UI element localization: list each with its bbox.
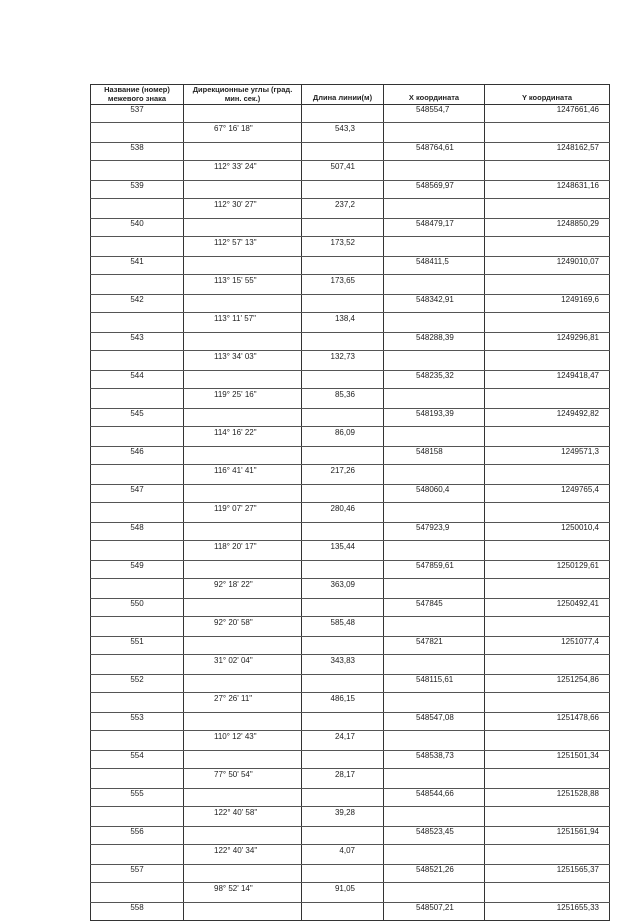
bearing-cell: 110° 12' 43" bbox=[184, 731, 302, 751]
x-coordinate-cell bbox=[384, 465, 485, 485]
length-cell bbox=[302, 599, 384, 617]
marker-name-cell bbox=[91, 199, 184, 219]
table-row bbox=[91, 257, 610, 275]
header-bearing: Дирекционные углы (град. мин. сек.) bbox=[184, 85, 302, 105]
x-coordinate-cell: 548115,61 bbox=[384, 675, 485, 693]
marker-name-cell: 545 bbox=[91, 409, 184, 427]
length-cell bbox=[302, 219, 384, 237]
bearing-cell: 92° 20' 58" bbox=[184, 617, 302, 637]
x-coordinate-cell: 548479,17 bbox=[384, 219, 485, 237]
marker-name-cell bbox=[91, 617, 184, 637]
x-coordinate-cell: 548521,26 bbox=[384, 865, 485, 883]
marker-name-cell: 550 bbox=[91, 599, 184, 617]
table-row bbox=[91, 789, 610, 807]
y-coordinate-cell bbox=[485, 237, 610, 257]
table-row bbox=[91, 485, 610, 503]
marker-name-cell: 544 bbox=[91, 371, 184, 389]
y-coordinate-cell bbox=[485, 199, 610, 219]
table-row bbox=[91, 371, 610, 389]
marker-name-cell bbox=[91, 351, 184, 371]
length-cell: 173,52 bbox=[302, 237, 384, 257]
length-cell: 138,4 bbox=[302, 313, 384, 333]
x-coordinate-cell: 547923,9 bbox=[384, 523, 485, 541]
header-marker-name: Название (номер) межевого знака bbox=[91, 85, 184, 105]
length-cell: 217,26 bbox=[302, 465, 384, 485]
length-cell bbox=[302, 561, 384, 579]
x-coordinate-cell: 548193,39 bbox=[384, 409, 485, 427]
length-cell bbox=[302, 789, 384, 807]
table-row bbox=[91, 143, 610, 161]
bearing-cell bbox=[184, 333, 302, 351]
length-cell bbox=[302, 181, 384, 199]
table-row bbox=[91, 561, 610, 579]
length-cell bbox=[302, 485, 384, 503]
y-coordinate-cell: 1250492,41 bbox=[485, 599, 610, 617]
table-row bbox=[91, 807, 610, 827]
x-coordinate-cell bbox=[384, 655, 485, 675]
bearing-cell bbox=[184, 105, 302, 123]
length-cell: 237,2 bbox=[302, 199, 384, 219]
marker-name-cell bbox=[91, 465, 184, 485]
marker-name-cell: 556 bbox=[91, 827, 184, 845]
marker-name-cell: 551 bbox=[91, 637, 184, 655]
bearing-cell: 113° 15' 55" bbox=[184, 275, 302, 295]
bearing-cell bbox=[184, 371, 302, 389]
length-cell: 343,83 bbox=[302, 655, 384, 675]
y-coordinate-cell: 1249765,4 bbox=[485, 485, 610, 503]
x-coordinate-cell: 548544,66 bbox=[384, 789, 485, 807]
table-row bbox=[91, 161, 610, 181]
y-coordinate-cell bbox=[485, 769, 610, 789]
y-coordinate-cell: 1250010,4 bbox=[485, 523, 610, 541]
y-coordinate-cell: 1249010,07 bbox=[485, 257, 610, 275]
table-row bbox=[91, 447, 610, 465]
x-coordinate-cell: 548569,97 bbox=[384, 181, 485, 199]
y-coordinate-cell: 1248631,16 bbox=[485, 181, 610, 199]
y-coordinate-cell bbox=[485, 503, 610, 523]
y-coordinate-cell bbox=[485, 161, 610, 181]
table-row bbox=[91, 465, 610, 485]
x-coordinate-cell bbox=[384, 769, 485, 789]
bearing-cell: 119° 07' 27" bbox=[184, 503, 302, 523]
bearing-cell: 92° 18' 22" bbox=[184, 579, 302, 599]
marker-name-cell: 537 bbox=[91, 105, 184, 123]
length-cell: 39,28 bbox=[302, 807, 384, 827]
marker-name-cell bbox=[91, 693, 184, 713]
table-row bbox=[91, 751, 610, 769]
y-coordinate-cell: 1251077,4 bbox=[485, 637, 610, 655]
x-coordinate-cell bbox=[384, 731, 485, 751]
marker-name-cell: 554 bbox=[91, 751, 184, 769]
table-row bbox=[91, 675, 610, 693]
bearing-cell bbox=[184, 789, 302, 807]
marker-name-cell bbox=[91, 161, 184, 181]
table-row bbox=[91, 865, 610, 883]
length-cell: 28,17 bbox=[302, 769, 384, 789]
table-row bbox=[91, 219, 610, 237]
table-row bbox=[91, 123, 610, 143]
bearing-cell: 116° 41' 41" bbox=[184, 465, 302, 485]
bearing-cell bbox=[184, 295, 302, 313]
marker-name-cell: 546 bbox=[91, 447, 184, 465]
bearing-cell bbox=[184, 637, 302, 655]
marker-name-cell: 553 bbox=[91, 713, 184, 731]
x-coordinate-cell: 548764,61 bbox=[384, 143, 485, 161]
bearing-cell: 67° 16' 18" bbox=[184, 123, 302, 143]
x-coordinate-cell: 547845 bbox=[384, 599, 485, 617]
y-coordinate-cell bbox=[485, 427, 610, 447]
marker-name-cell: 539 bbox=[91, 181, 184, 199]
length-cell: 4,07 bbox=[302, 845, 384, 865]
length-cell bbox=[302, 447, 384, 465]
table-row bbox=[91, 827, 610, 845]
length-cell bbox=[302, 257, 384, 275]
length-cell bbox=[302, 827, 384, 845]
table-row bbox=[91, 655, 610, 675]
x-coordinate-cell: 548060,4 bbox=[384, 485, 485, 503]
table-row bbox=[91, 275, 610, 295]
table-row bbox=[91, 503, 610, 523]
length-cell bbox=[302, 105, 384, 123]
table-row bbox=[91, 579, 610, 599]
y-coordinate-cell bbox=[485, 731, 610, 751]
length-cell: 85,36 bbox=[302, 389, 384, 409]
y-coordinate-cell bbox=[485, 617, 610, 637]
x-coordinate-cell bbox=[384, 617, 485, 637]
marker-name-cell bbox=[91, 123, 184, 143]
bearing-cell: 119° 25' 16" bbox=[184, 389, 302, 409]
length-cell: 280,46 bbox=[302, 503, 384, 523]
y-coordinate-cell bbox=[485, 807, 610, 827]
bearing-cell: 27° 26' 11" bbox=[184, 693, 302, 713]
y-coordinate-cell: 1251501,34 bbox=[485, 751, 610, 769]
y-coordinate-cell: 1251565,37 bbox=[485, 865, 610, 883]
header-y-coordinate: Y координата bbox=[485, 85, 610, 105]
table-row bbox=[91, 199, 610, 219]
y-coordinate-cell: 1251254,86 bbox=[485, 675, 610, 693]
table-row bbox=[91, 105, 610, 123]
y-coordinate-cell: 1251561,94 bbox=[485, 827, 610, 845]
x-coordinate-cell: 547859,61 bbox=[384, 561, 485, 579]
table-row bbox=[91, 427, 610, 447]
header-x-coordinate: X координата bbox=[384, 85, 485, 105]
length-cell: 135,44 bbox=[302, 541, 384, 561]
y-coordinate-cell: 1249296,81 bbox=[485, 333, 610, 351]
bearing-cell: 122° 40' 58" bbox=[184, 807, 302, 827]
length-cell: 507,41 bbox=[302, 161, 384, 181]
length-cell bbox=[302, 371, 384, 389]
x-coordinate-cell: 548507,21 bbox=[384, 903, 485, 921]
table-row bbox=[91, 295, 610, 313]
bearing-cell: 122° 40' 34" bbox=[184, 845, 302, 865]
marker-name-cell bbox=[91, 275, 184, 295]
bearing-cell bbox=[184, 903, 302, 921]
x-coordinate-cell bbox=[384, 351, 485, 371]
x-coordinate-cell bbox=[384, 693, 485, 713]
marker-name-cell: 542 bbox=[91, 295, 184, 313]
bearing-cell bbox=[184, 143, 302, 161]
x-coordinate-cell bbox=[384, 123, 485, 143]
x-coordinate-cell bbox=[384, 275, 485, 295]
x-coordinate-cell bbox=[384, 845, 485, 865]
x-coordinate-cell bbox=[384, 313, 485, 333]
length-cell: 486,15 bbox=[302, 693, 384, 713]
y-coordinate-cell: 1248162,57 bbox=[485, 143, 610, 161]
y-coordinate-cell bbox=[485, 541, 610, 561]
marker-name-cell bbox=[91, 541, 184, 561]
table-header-row bbox=[91, 85, 610, 105]
y-coordinate-cell: 1249571,3 bbox=[485, 447, 610, 465]
bearing-cell: 31° 02' 04" bbox=[184, 655, 302, 675]
marker-name-cell bbox=[91, 313, 184, 333]
y-coordinate-cell bbox=[485, 389, 610, 409]
x-coordinate-cell bbox=[384, 579, 485, 599]
marker-name-cell bbox=[91, 807, 184, 827]
bearing-cell bbox=[184, 675, 302, 693]
bearing-cell: 114° 16' 22" bbox=[184, 427, 302, 447]
table-row bbox=[91, 181, 610, 199]
marker-name-cell: 540 bbox=[91, 219, 184, 237]
marker-name-cell bbox=[91, 769, 184, 789]
y-coordinate-cell bbox=[485, 655, 610, 675]
marker-name-cell bbox=[91, 427, 184, 447]
bearing-cell: 118° 20' 17" bbox=[184, 541, 302, 561]
x-coordinate-cell: 547821 bbox=[384, 637, 485, 655]
marker-name-cell: 557 bbox=[91, 865, 184, 883]
marker-name-cell bbox=[91, 731, 184, 751]
bearing-cell bbox=[184, 485, 302, 503]
bearing-cell: 113° 11' 57" bbox=[184, 313, 302, 333]
x-coordinate-cell bbox=[384, 237, 485, 257]
bearing-cell bbox=[184, 561, 302, 579]
length-cell: 132,73 bbox=[302, 351, 384, 371]
bearing-cell bbox=[184, 713, 302, 731]
bearing-cell: 77° 50' 54" bbox=[184, 769, 302, 789]
y-coordinate-cell bbox=[485, 313, 610, 333]
table-row bbox=[91, 389, 610, 409]
y-coordinate-cell bbox=[485, 845, 610, 865]
length-cell bbox=[302, 751, 384, 769]
length-cell bbox=[302, 865, 384, 883]
length-cell: 543,3 bbox=[302, 123, 384, 143]
y-coordinate-cell bbox=[485, 883, 610, 903]
y-coordinate-cell bbox=[485, 351, 610, 371]
y-coordinate-cell bbox=[485, 579, 610, 599]
y-coordinate-cell: 1248850,29 bbox=[485, 219, 610, 237]
table-row bbox=[91, 237, 610, 257]
x-coordinate-cell: 548235,32 bbox=[384, 371, 485, 389]
marker-name-cell bbox=[91, 503, 184, 523]
length-cell bbox=[302, 333, 384, 351]
marker-name-cell: 558 bbox=[91, 903, 184, 921]
x-coordinate-cell bbox=[384, 883, 485, 903]
length-cell bbox=[302, 903, 384, 921]
bearing-cell bbox=[184, 751, 302, 769]
y-coordinate-cell bbox=[485, 693, 610, 713]
table-row bbox=[91, 313, 610, 333]
y-coordinate-cell: 1250129,61 bbox=[485, 561, 610, 579]
marker-name-cell: 548 bbox=[91, 523, 184, 541]
header-line-length: Длина линии(м) bbox=[302, 85, 384, 105]
length-cell: 91,05 bbox=[302, 883, 384, 903]
length-cell: 585,48 bbox=[302, 617, 384, 637]
length-cell bbox=[302, 675, 384, 693]
length-cell bbox=[302, 523, 384, 541]
bearing-cell bbox=[184, 865, 302, 883]
table-row bbox=[91, 845, 610, 865]
y-coordinate-cell: 1249418,47 bbox=[485, 371, 610, 389]
bearing-cell bbox=[184, 599, 302, 617]
table-row bbox=[91, 541, 610, 561]
length-cell: 86,09 bbox=[302, 427, 384, 447]
marker-name-cell bbox=[91, 655, 184, 675]
survey-document bbox=[90, 84, 609, 921]
table-row bbox=[91, 333, 610, 351]
marker-name-cell bbox=[91, 845, 184, 865]
table-row bbox=[91, 883, 610, 903]
x-coordinate-cell: 548523,45 bbox=[384, 827, 485, 845]
x-coordinate-cell: 548554,7 bbox=[384, 105, 485, 123]
x-coordinate-cell: 548547,08 bbox=[384, 713, 485, 731]
y-coordinate-cell bbox=[485, 123, 610, 143]
x-coordinate-cell: 548288,39 bbox=[384, 333, 485, 351]
marker-name-cell: 547 bbox=[91, 485, 184, 503]
bearing-cell bbox=[184, 181, 302, 199]
x-coordinate-cell: 548158 bbox=[384, 447, 485, 465]
marker-name-cell: 552 bbox=[91, 675, 184, 693]
bearing-cell bbox=[184, 219, 302, 237]
x-coordinate-cell bbox=[384, 389, 485, 409]
x-coordinate-cell bbox=[384, 503, 485, 523]
bearing-cell bbox=[184, 257, 302, 275]
length-cell bbox=[302, 713, 384, 731]
y-coordinate-cell: 1251478,66 bbox=[485, 713, 610, 731]
length-cell: 24,17 bbox=[302, 731, 384, 751]
bearing-cell bbox=[184, 447, 302, 465]
y-coordinate-cell: 1249492,82 bbox=[485, 409, 610, 427]
y-coordinate-cell: 1249169,6 bbox=[485, 295, 610, 313]
x-coordinate-cell bbox=[384, 807, 485, 827]
marker-name-cell bbox=[91, 579, 184, 599]
bearing-cell: 112° 57' 13" bbox=[184, 237, 302, 257]
length-cell bbox=[302, 637, 384, 655]
length-cell bbox=[302, 143, 384, 161]
marker-name-cell bbox=[91, 883, 184, 903]
bearing-cell bbox=[184, 523, 302, 541]
x-coordinate-cell bbox=[384, 199, 485, 219]
x-coordinate-cell bbox=[384, 427, 485, 447]
marker-name-cell: 543 bbox=[91, 333, 184, 351]
marker-name-cell bbox=[91, 237, 184, 257]
length-cell: 173,65 bbox=[302, 275, 384, 295]
x-coordinate-cell: 548411,5 bbox=[384, 257, 485, 275]
table-row bbox=[91, 523, 610, 541]
marker-name-cell: 541 bbox=[91, 257, 184, 275]
y-coordinate-cell: 1247661,46 bbox=[485, 105, 610, 123]
marker-name-cell: 549 bbox=[91, 561, 184, 579]
y-coordinate-cell bbox=[485, 465, 610, 485]
table-row bbox=[91, 351, 610, 371]
bearing-cell: 113° 34' 03" bbox=[184, 351, 302, 371]
table-row bbox=[91, 599, 610, 617]
marker-name-cell: 538 bbox=[91, 143, 184, 161]
table-row bbox=[91, 693, 610, 713]
table-row bbox=[91, 409, 610, 427]
bearing-cell: 112° 33' 24" bbox=[184, 161, 302, 181]
bearing-cell bbox=[184, 409, 302, 427]
table-row bbox=[91, 903, 610, 921]
bearing-cell: 98° 52' 14" bbox=[184, 883, 302, 903]
length-cell: 363,09 bbox=[302, 579, 384, 599]
x-coordinate-cell bbox=[384, 161, 485, 181]
table-row bbox=[91, 617, 610, 637]
bearing-cell: 112° 30' 27" bbox=[184, 199, 302, 219]
x-coordinate-cell bbox=[384, 541, 485, 561]
y-coordinate-cell: 1251528,88 bbox=[485, 789, 610, 807]
length-cell bbox=[302, 295, 384, 313]
y-coordinate-cell: 1251655,33 bbox=[485, 903, 610, 921]
boundary-coordinates-table bbox=[90, 84, 610, 921]
length-cell bbox=[302, 409, 384, 427]
x-coordinate-cell: 548342,91 bbox=[384, 295, 485, 313]
table-row bbox=[91, 637, 610, 655]
y-coordinate-cell bbox=[485, 275, 610, 295]
marker-name-cell bbox=[91, 389, 184, 409]
table-row bbox=[91, 713, 610, 731]
table-body bbox=[91, 105, 610, 921]
table-row bbox=[91, 731, 610, 751]
marker-name-cell: 555 bbox=[91, 789, 184, 807]
x-coordinate-cell: 548538,73 bbox=[384, 751, 485, 769]
bearing-cell bbox=[184, 827, 302, 845]
table-row bbox=[91, 769, 610, 789]
